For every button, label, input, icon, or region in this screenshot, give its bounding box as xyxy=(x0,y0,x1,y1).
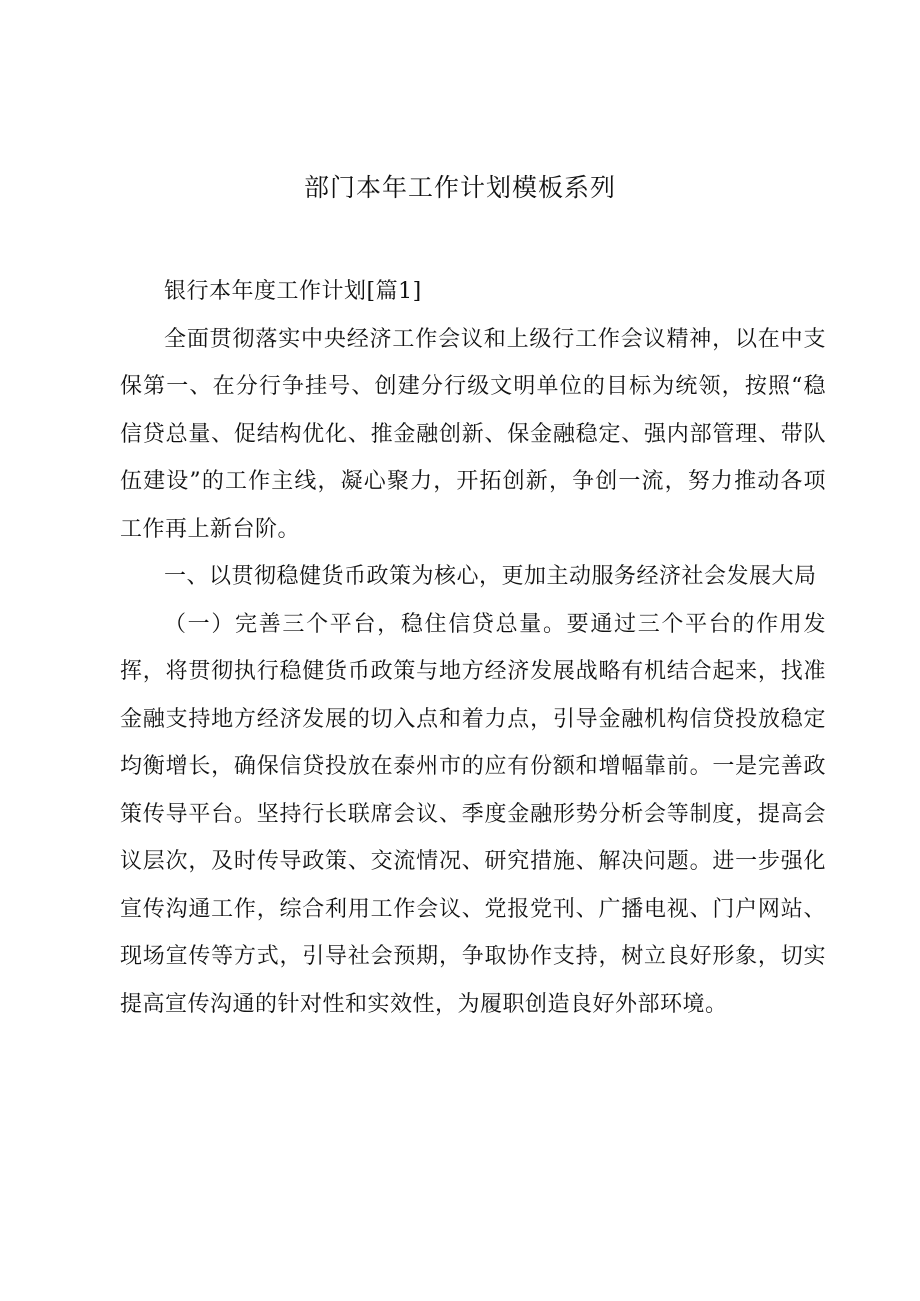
intro-paragraph: 全面贯彻落实中央经济工作会议和上级行工作会议精神，以在中支保第一、在分行争挂号、创建分行级文明单位的目标为统领，按照“稳信贷总量、促结构优化、推金融创新、保金融稳定、强内部管理、带队伍建设”的工作主线，凝心聚力，开拓创新，争创一流，努力推动各项工作再上新台阶。 xyxy=(120,326,826,542)
chapter-heading: 一、以贯彻稳健货币政策为核心，更加主动服务经济社会发展大局 xyxy=(164,564,817,589)
document-body xyxy=(120,268,826,1028)
body-paragraph: （一）完善三个平台，稳住信贷总量。要通过三个平台的作用发挥，将贯彻执行稳健货币政策与地方经济发展战略有机结合起来，找准金融支持地方经济发展的切入点和着力点，引导金融机构信贷投放稳定均衡增长，确保信贷投放在泰州市的应有份额和增幅靠前。一是完善政策传导平台。坚持行长联席会议、季度金融形势分析会等制度，提高会议层次，及时传导政策、交流情况、研究措施、解决问题。进一步强化宣传沟通工作，综合利用工作会议、党报党刊、广播电视、门户网站、现场宣传等方式，引导社会预期，争取协作支持，树立良好形象，切实提高宣传沟通的针对性和实效性，为履职创造良好外部环境。 xyxy=(120,611,826,1017)
document-title: 部门本年工作计划模板系列 xyxy=(303,173,616,202)
section-heading: 银行本年度工作计划[篇1] xyxy=(164,279,422,304)
